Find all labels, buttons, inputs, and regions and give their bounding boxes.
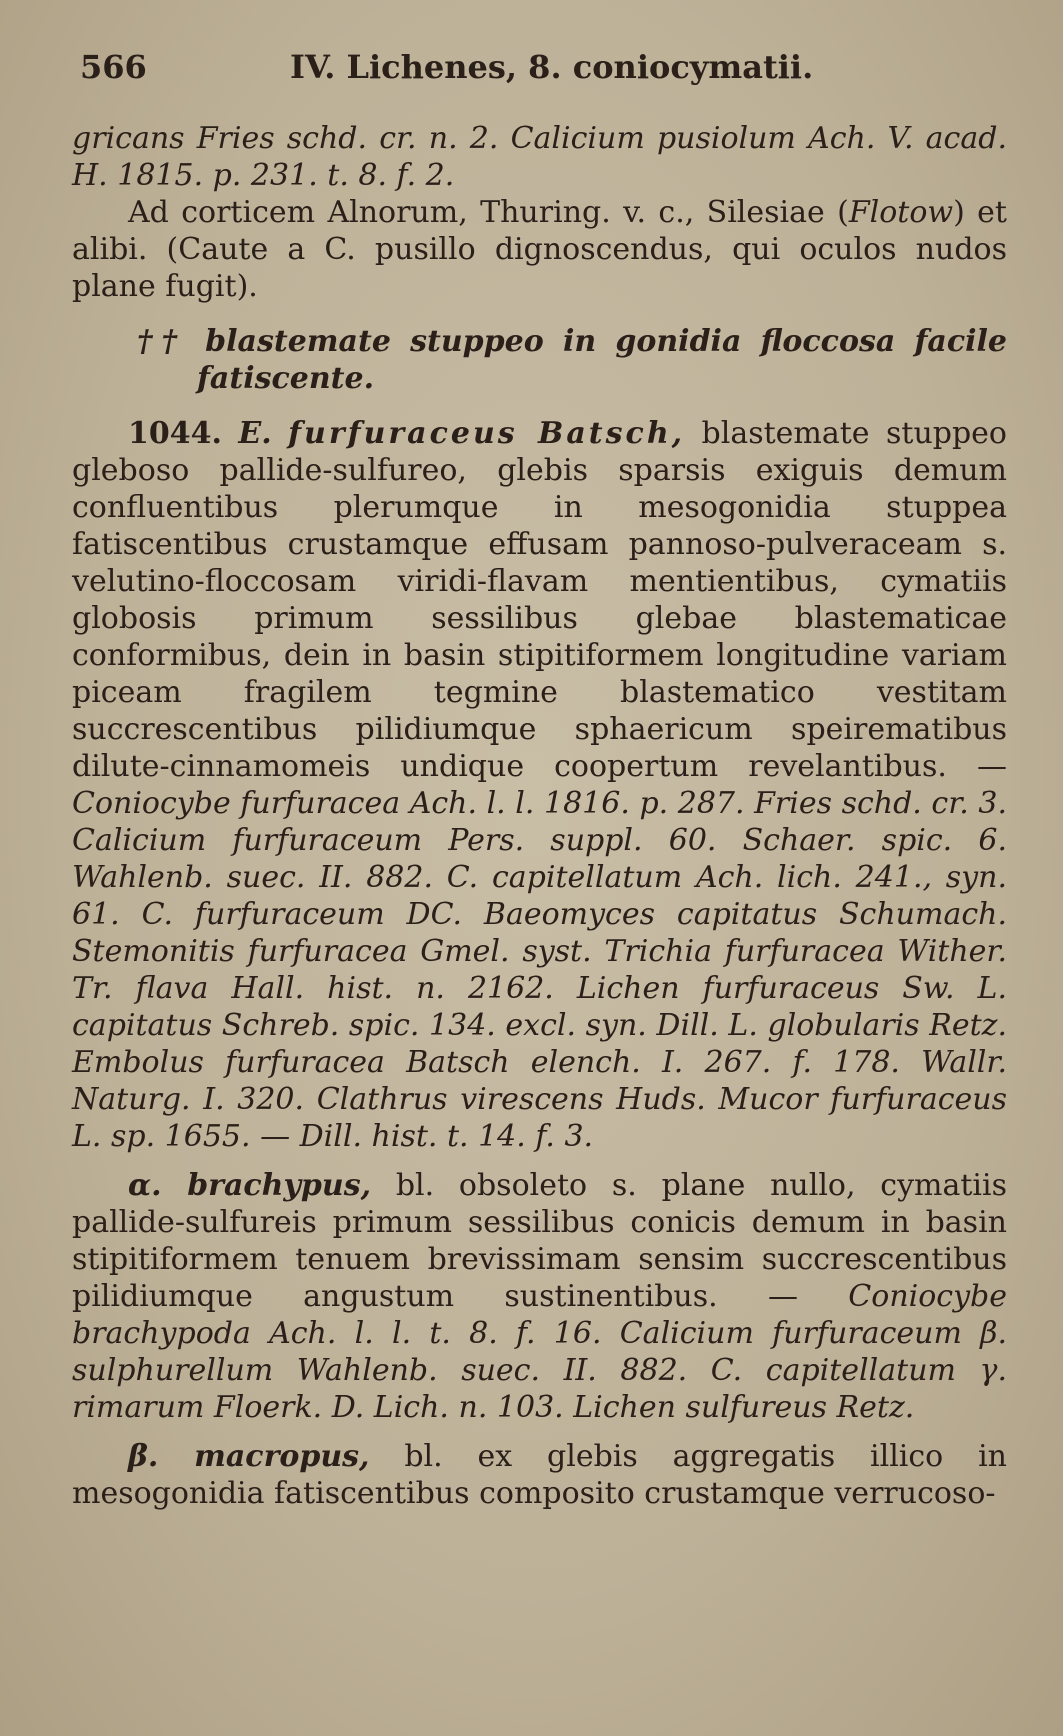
variety-beta-label: β. macropus,: [128, 1439, 370, 1474]
variety-alpha: [72, 1167, 1007, 1426]
species-description: blastemate stuppeo gleboso pallide-sulfureo, glebis sparsis exiguis demum confluentibus plerumque in mesogonidia stuppea fatiscentibus crustamque effusam pannoso-pulveraceam s. velutino-floccosam viridi-flavam mentientibus, cymatiis globosis primum sessilibus glebae blastematicae conformibus, dein in basin stipitiformem longitudine variam piceam fragilem tegmine blastematico vestitam succrescentibus pilidiumque sphaericum speirematibus dilute-cinnamomeis undique coopertum revelantibus. —: [72, 416, 1007, 784]
habitat-note: ) et alibi. (Caute a C. pusillo dignoscendus, qui oculos nudos plane fugit).: [72, 195, 1007, 304]
entry-number: 1044.: [128, 416, 222, 451]
section-heading: [137, 323, 1007, 397]
variety-beta: [72, 1438, 1007, 1512]
synonym-citation: gricans Fries schd. cr. n. 2. Calicium pusiolum Ach. V. acad. H. 1815. p. 231. t. 8. f. 2.: [72, 121, 1007, 193]
habitat-text: Ad corticem Alnorum, Thuring. v. c., Silesiae (: [128, 195, 849, 230]
body-text: [72, 120, 1007, 1512]
collector-name: Flotow: [848, 195, 954, 230]
paragraph-habitat: [72, 194, 1007, 305]
variety-alpha-label: α. brachypus,: [128, 1168, 372, 1203]
paragraph-continuation: [72, 120, 1007, 194]
running-title: IV. Lichenes, 8. coniocymatii.: [290, 48, 814, 86]
species-name: furfuraceus Batsch,: [288, 416, 686, 451]
page-header: [80, 48, 1000, 98]
dagger-marker: ††: [137, 324, 186, 359]
species-entry: [72, 415, 1007, 1155]
species-synonyms: Coniocybe furfuracea Ach. l. l. 1816. p. 287. Fries schd. cr. 3. Calicium furfuraceum Pers. suppl. 60. Schaer. spic. 6. Wahlenb. suec. II. 882. C. capitellatum Ach. lich. 241., syn. 61. C. furfuraceum DC. Baeomyces capitatus Schumach. Stemonitis furfuracea Gmel. syst. Trichia furfuracea Wither. Tr. flava Hall. hist. n. 2162. Lichen furfuraceus Sw. L. capitatus Schreb. spic. 134. excl. syn. Dill. L. globularis Retz. Embolus furfuracea Batsch elench. I. 267. f. 178. Wallr. Naturg. I. 320. Clathrus virescens Huds. Mucor furfuraceus L. sp. 1655. — Dill. hist. t. 14. f. 3.: [72, 786, 1007, 1154]
variety-alpha-text: bl. obsoleto s. plane nullo, cymatiis pallide-sulfureis primum sessilibus conicis demum in basin stipitiformem tenuem brevissimam sensim succrescentibus pilidiumque angustum sustinentibus. —: [72, 1168, 1008, 1314]
page-number: 566: [80, 48, 147, 86]
variety-alpha-synonyms: Coniocybe brachypoda Ach. l. l. t. 8. f. 16. Calicium furfuraceum β. sulphurellum Wahlenb. suec. II. 882. C. capitellatum γ. rimarum Floerk. D. Lich. n. 103. Lichen sulfureus Retz.: [72, 1279, 1007, 1425]
genus-abbrev: E.: [238, 416, 272, 451]
variety-beta-text: bl. ex glebis aggregatis illico in mesogonidia fatiscentibus composito crustamque verrucoso-: [72, 1439, 1008, 1511]
section-heading-text: blastemate stuppeo in gonidia floccosa facile fatiscente.: [197, 324, 1007, 396]
